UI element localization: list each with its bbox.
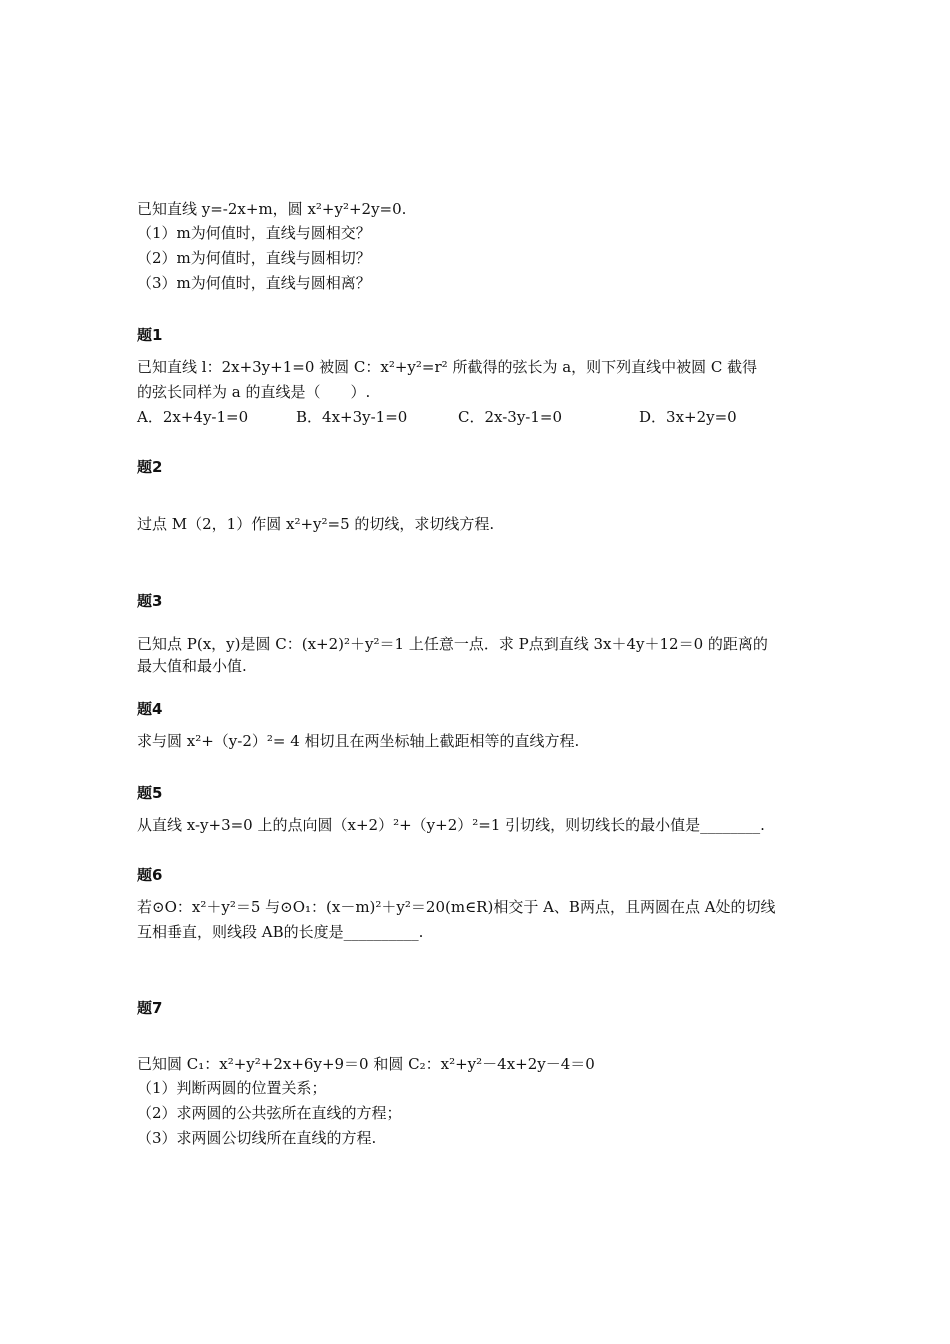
- problem-1-option-c: C．2x-3y-1=0: [458, 408, 563, 426]
- problem-1-line-1: 已知直线 l：2x+3y+1=0 被圆 C：x²+y²=r² 所截得的弦长为 a，则下列直线中被圆 C 截得: [137, 358, 758, 376]
- problem-4-line-1: 求与圆 x²+（y-2）²= 4 相切且在两坐标轴上截距相等的直线方程.: [137, 732, 580, 750]
- problem-7-heading: 题7: [137, 999, 163, 1017]
- problem-3-heading: 题3: [137, 592, 163, 610]
- problem-1-option-a: A．2x+4y-1=0: [137, 408, 249, 426]
- problem-3-line-1: 已知点 P(x，y)是圆 C：(x+2)²＋y²＝1 上任意一点．求 P点到直线 3x＋4y＋12＝0 的距离的: [137, 635, 768, 653]
- problem-7-question-1: （1）判断两圆的位置关系；: [137, 1079, 327, 1097]
- problem-1-heading: 题1: [137, 326, 163, 344]
- problem-7-question-2: （2）求两圆的公共弦所在直线的方程；: [137, 1104, 402, 1122]
- intro-question-2: （2）m为何值时，直线与圆相切？: [137, 249, 371, 267]
- problem-5-heading: 题5: [137, 784, 163, 802]
- intro-line: 已知直线 y=-2x+m，圆 x²+y²+2y=0.: [137, 200, 407, 218]
- intro-question-1: （1）m为何值时，直线与圆相交？: [137, 224, 371, 242]
- problem-1-option-b: B．4x+3y-1=0: [296, 408, 408, 426]
- problem-7-question-3: （3）求两圆公切线所在直线的方程.: [137, 1129, 377, 1147]
- problem-7-line-1: 已知圆 C₁：x²+y²+2x+6y+9＝0 和圆 C₂：x²+y²－4x+2y－4＝0: [137, 1055, 595, 1073]
- problem-1-line-2: 的弦长同样为 a 的直线是（ ）.: [137, 383, 371, 401]
- problem-5-line-1: 从直线 x-y+3=0 上的点向圆（x+2）²+（y+2）²=1 引切线，则切线长的最小值是________.: [137, 816, 765, 834]
- problem-6-heading: 题6: [137, 866, 163, 884]
- intro-question-3: （3）m为何值时，直线与圆相离？: [137, 274, 371, 292]
- problem-2-line-1: 过点 M（2，1）作圆 x²+y²=5 的切线，求切线方程.: [137, 515, 495, 533]
- problem-3-line-2: 最大值和最小值.: [137, 657, 247, 675]
- problem-6-line-1: 若⊙O：x²＋y²＝5 与⊙O₁：(x－m)²＋y²＝20(m∈R)相交于 A、B两点，且两圆在点 A处的切线: [137, 898, 776, 916]
- problem-6-line-2: 互相垂直，则线段 AB的长度是__________.: [137, 923, 424, 941]
- problem-2-heading: 题2: [137, 458, 163, 476]
- problem-4-heading: 题4: [137, 700, 163, 718]
- problem-1-option-d: D．3x+2y=0: [639, 408, 737, 426]
